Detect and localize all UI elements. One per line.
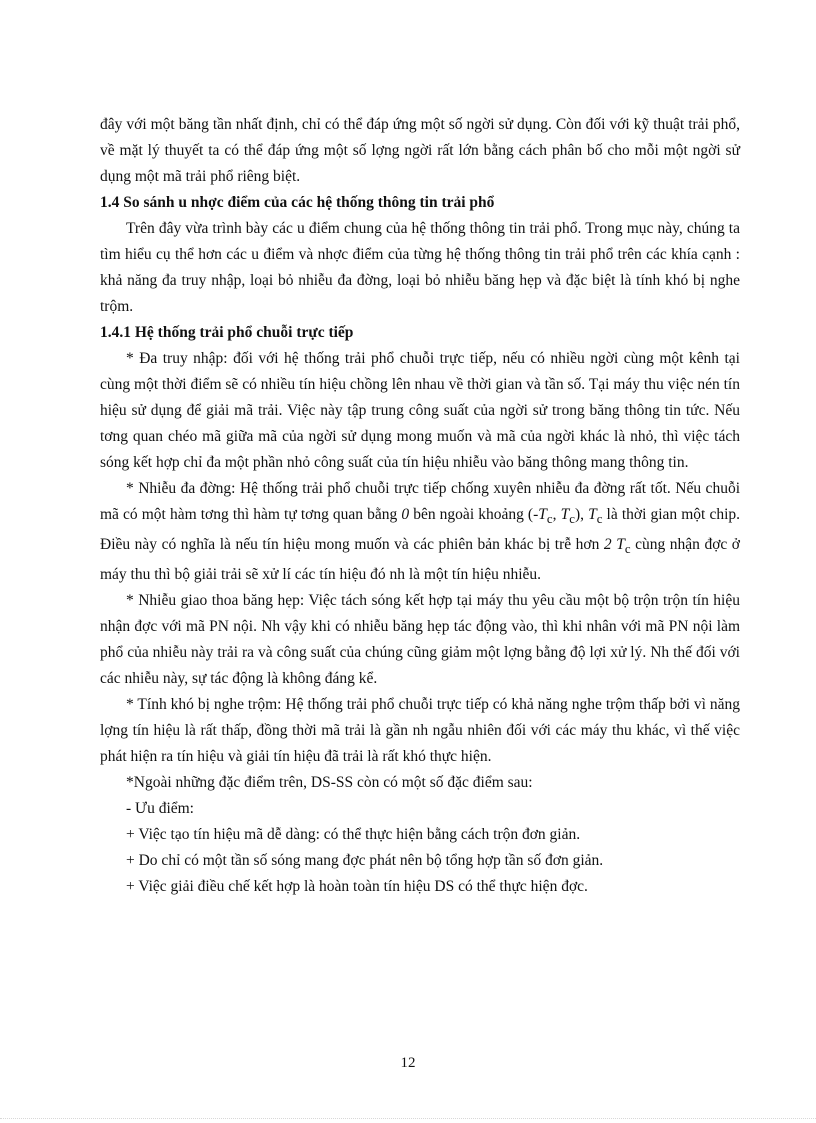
text-run: T — [538, 506, 547, 523]
text-run: 2 T — [603, 536, 625, 554]
list-item: *Ngoài những đặc điểm trên, DS-SS còn có một số đặc điểm sau: — [126, 774, 533, 792]
page-number: 12 — [400, 1055, 416, 1071]
subscript: c — [546, 511, 553, 527]
subsection-heading: 1.4.1 Hệ thống trải phổ chuỗi trực tiếp — [100, 324, 354, 341]
text-run: ), — [574, 506, 589, 523]
text-run: * Nhiễu đa đờng: Hệ thống trải phổ chuỗi trực tiếp chống xuyên nhiễu đa đờng rất tốt. Nếu chuỗi mã có một hàm tơng thì hàm tự tơng quan bằng — [100, 480, 740, 523]
document-body — [100, 112, 740, 900]
list-item: + Việc tạo tín hiệu mã dễ dàng: có thể thực hiện bằng cách trộn đơn giản. — [126, 826, 581, 844]
page-border-divider — [0, 1118, 816, 1120]
text-run: 0 — [401, 506, 410, 523]
text-run: bên ngoài khoảng (- — [409, 506, 539, 523]
subscript: c — [569, 511, 575, 527]
list-item: - Ưu điểm: — [126, 800, 194, 818]
paragraph: đây với một băng tần nhất định, chỉ có thể đáp ứng một số ngời sử dụng. Còn đối với kỹ thuật trải phổ, về mặt lý thuyết ta có thể đáp ứng một số lợng ngời rất lớn bằng cách phân bố cho mỗi một ngời sử dụng một mã trải phổ riêng biệt. — [100, 116, 740, 185]
list-item: + Việc giải điều chế kết hợp là hoàn toàn tín hiệu DS có thể thực hiện đợc. — [126, 878, 588, 896]
text-run: , — [552, 506, 561, 523]
subscript: c — [624, 541, 631, 557]
text-run: là thời gian một chip. Điều này có nghĩa là nếu tín hiệu mong muốn và các phiên bản khác bị trễ hơn — [100, 506, 741, 554]
text-run: T — [588, 506, 597, 523]
paragraph — [100, 476, 740, 588]
paragraph: * Nhiễu giao thoa băng hẹp: Việc tách sóng kết hợp tại máy thu yêu cầu một bộ trộn trộn tín hiệu nhận đợc với mã PN nội. Nh vậy khi có nhiễu băng hẹp tác động vào, thì khi nhân với mã PN nội làm phổ của nhiễu này trải ra và công suất của chúng cũng giảm một lợng bằng độ lợi xử lý. Nh thế đối với các nhiễu này, sự tác động là không đáng kể. — [100, 592, 740, 688]
paragraph: * Tính khó bị nghe trộm: Hệ thống trải phổ chuỗi trực tiếp có khả năng nghe trộm thấp bởi vì năng lợng tín hiệu là rất thấp, đồng thời mã trải là gần nh ngẫu nhiên đối với các máy thu khác, vì thế việc phát hiện ra tín hiệu và giải tín hiệu đã trải là rất khó thực hiện. — [100, 696, 740, 766]
section-heading: 1.4 So sánh u nhợc điểm của các hệ thống thông tin trải phổ — [100, 194, 495, 211]
paragraph: * Đa truy nhập: đối với hệ thống trải phổ chuỗi trực tiếp, nếu có nhiều ngời cùng một kênh tại cùng một thời điểm sẽ có nhiều tín hiệu chồng lên nhau về thời gian và tần số. Tại máy thu việc nén tín hiệu sử dụng để giải mã trải. Việc này tập trung công suất của ngời sử trong băng thông tin tức. Nếu tơng quan chéo mã giữa mã của ngời sử dụng mong muốn và mã của ngời khác là nhỏ, thì việc tách sóng kết hợp chỉ đa một phần nhỏ công suất của tín hiệu nhiễu vào băng thông mang thông tin. — [100, 350, 740, 471]
subscript: c — [596, 511, 603, 527]
list-item: + Do chỉ có một tần số sóng mang đợc phát nên bộ tổng hợp tần số đơn giản. — [126, 852, 604, 870]
paragraph: Trên đây vừa trình bày các u điểm chung của hệ thống thông tin trải phổ. Trong mục này, chúng ta tìm hiểu cụ thể hơn các u điểm và nhợc điểm của từng hệ thống thông tin trải phổ trên các khía cạnh : khả năng đa truy nhập, loại bỏ nhiễu đa đờng, loại bỏ nhiễu băng hẹp và đặc biệt là tính khó bị nghe trộm. — [100, 220, 740, 315]
text-run: T — [560, 506, 570, 523]
text-run: cùng nhận đợc ở máy thu thì bộ giải trải sẽ xử lí các tín hiệu đó nh là một tín hiệu nhiễu. — [100, 536, 741, 584]
